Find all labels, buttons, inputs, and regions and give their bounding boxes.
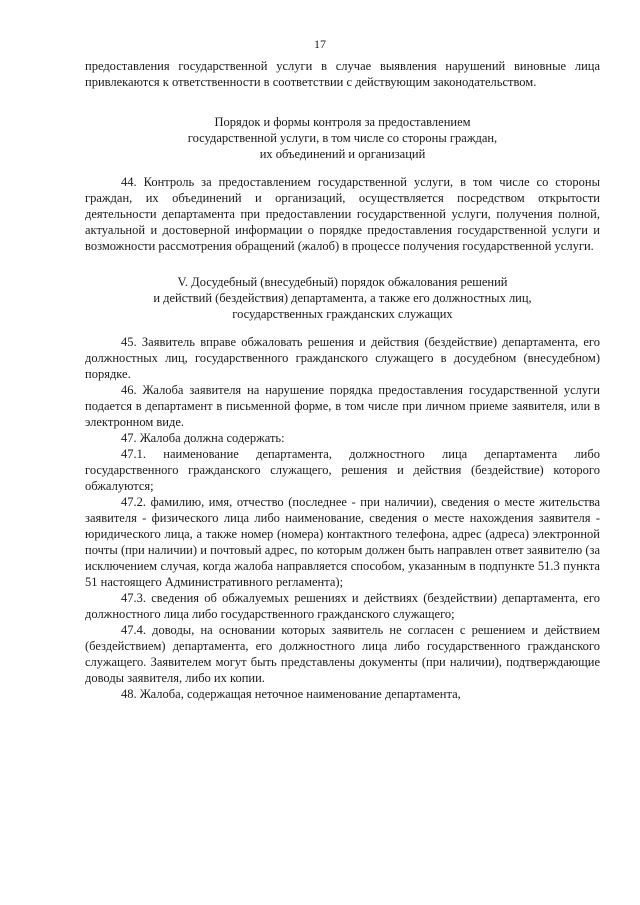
heading-control-line-3: их объединений и организаций [259, 147, 426, 161]
page-number: 17 [314, 37, 326, 51]
paragraph-47-4: 47.4. доводы, на основании которых заявитель не согласен с решением и действием (бездействием) департамента, его должностного лица либо государственного гражданского служащего. Заявителем могут быть представлены документы (при наличии), подтверждающие доводы заявителя, либо их копии. [85, 623, 600, 685]
paragraph-45: 45. Заявитель вправе обжаловать решения и действия (бездействие) департамента, его должностных лиц, государственного гражданского служащего в досудебном (внесудебном) порядке. [85, 335, 600, 381]
heading-appeal-line-1: V. Досудебный (внесудебный) порядок обжалования решений [177, 275, 508, 289]
paragraph-47: 47. Жалоба должна содержать: [121, 431, 285, 445]
section-heading-appeal [85, 274, 600, 322]
section-heading-control [85, 114, 600, 162]
paragraph-44-text: 44. Контроль за предоставлением государственной услуги, в том числе со стороны граждан, их объединений и организаций, осуществляется посредством открытости деятельности департамента при предоставлении государственной услуги, получения полной, актуальной и достоверной информации о порядке предоставления государственной услуги и возможности рассмотрения обращений (жалоб) в процессе получения государственной услуги. [85, 175, 600, 253]
paragraph-47-1: 47.1. наименование департамента, должностного лица департамента либо государственного гражданского служащего, решения и действия (бездействие) которого обжалуются; [85, 447, 600, 493]
heading-control-line-1: Порядок и формы контроля за предоставлением [214, 115, 471, 129]
paragraph-47-3: 47.3. сведения об обжалуемых решениях и действиях (бездействии) департамента, его должностного лица либо государственного гражданского служащего; [85, 591, 600, 621]
heading-appeal-line-2: и действий (бездействия) департамента, а также его должностных лиц, [153, 291, 532, 305]
paragraph-46: 46. Жалоба заявителя на нарушение порядка предоставления государственной услуги подается в департамент в письменной форме, в том числе при личном приеме заявителя, или в электронном виде. [85, 383, 600, 429]
paragraphs-45-48 [85, 334, 600, 702]
paragraph-44 [85, 174, 600, 254]
heading-control-line-2: государственной услуги, в том числе со стороны граждан, [187, 131, 498, 145]
paragraph-47-2: 47.2. фамилию, имя, отчество (последнее - при наличии), сведения о месте жительства заявителя - физического лица либо наименование, сведения о месте нахождения заявителя - юридического лица, а также номер (номера) контактного телефона, адрес (адреса) электронной почты (при наличии) и почтовый адрес, по которым должен быть направлен ответ заявителю (за исключением случая, когда жалоба направляется способом, указанным в подпункте 51.3 пункта 51 настоящего Административного регламента); [85, 495, 600, 589]
paragraph-48: 48. Жалоба, содержащая неточное наименование департамента, [121, 687, 461, 701]
intro-paragraph [85, 58, 600, 90]
intro-text: предоставления государственной услуги в случае выявления нарушений виновные лица привлекаются к ответственности в соответствии с действующим законодательством. [85, 59, 600, 89]
heading-appeal-line-3: государственных гражданских служащих [232, 307, 453, 321]
